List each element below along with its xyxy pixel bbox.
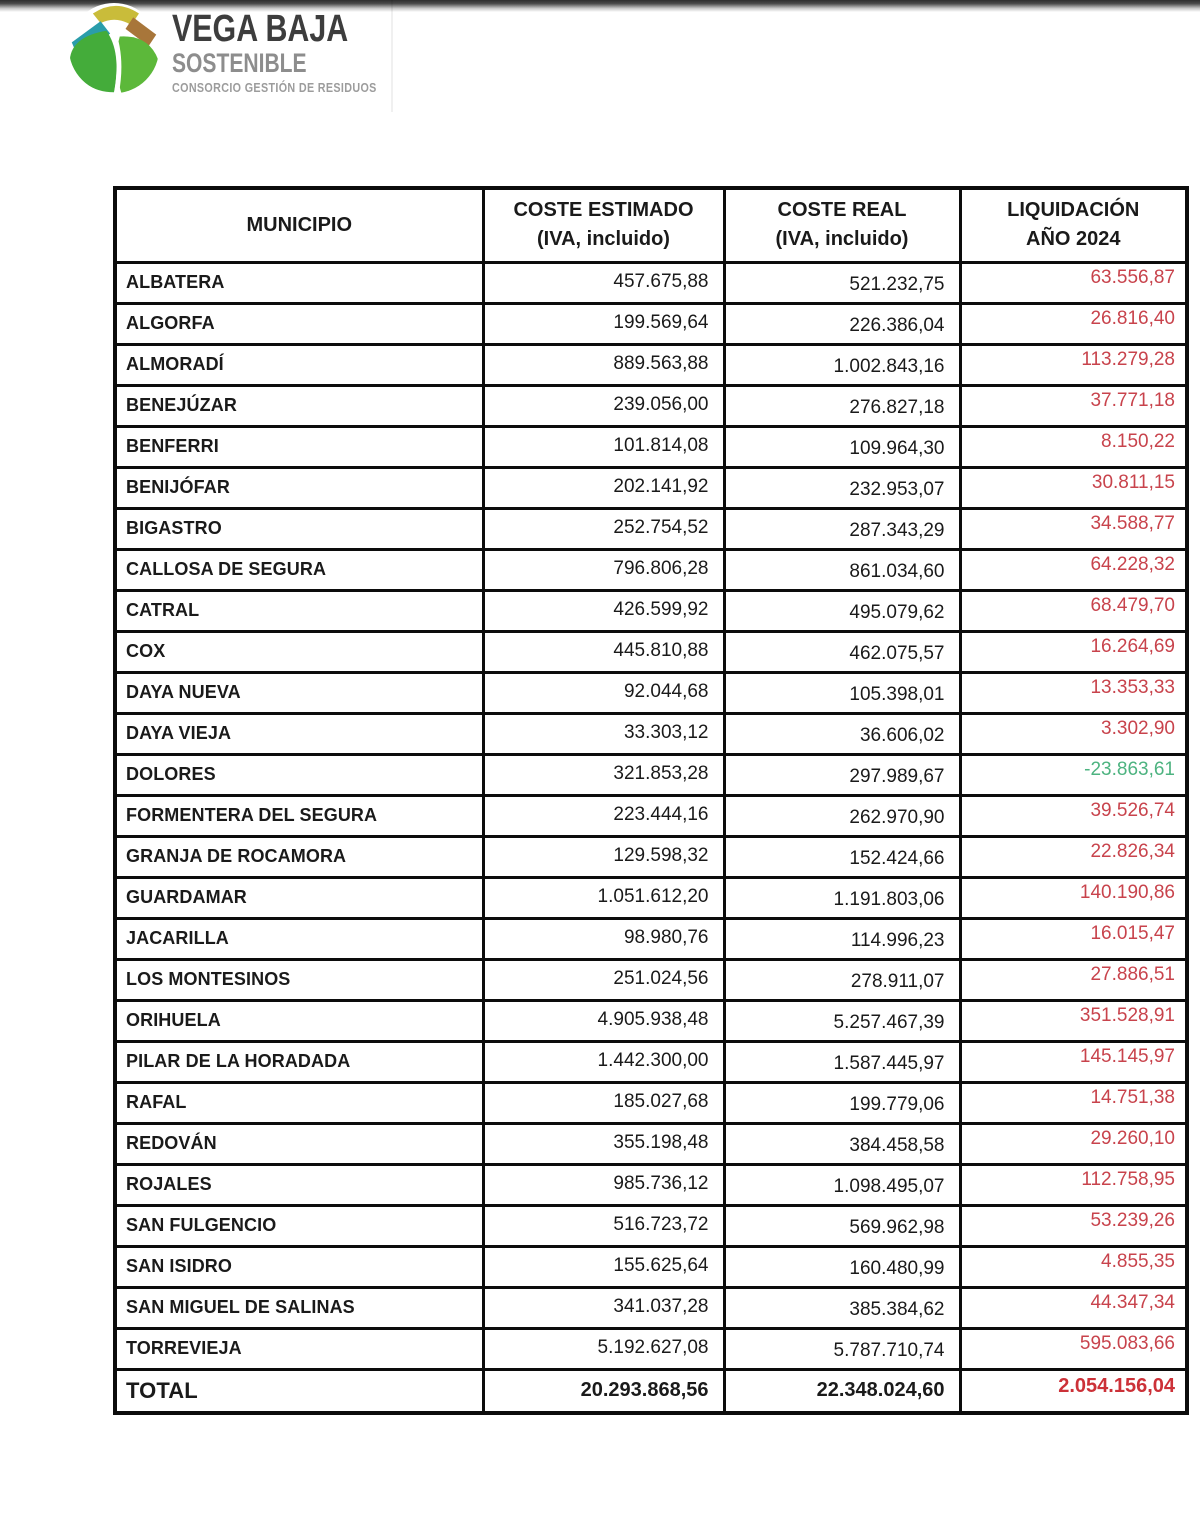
table-row: [115, 590, 1187, 631]
coste-real-cell: 1.191.803,06: [724, 877, 960, 918]
logo-title: VEGA BAJA: [172, 8, 349, 50]
table-row: [115, 549, 1187, 590]
coste-real-cell: 521.232,75: [724, 262, 960, 303]
table-row: [115, 1082, 1187, 1123]
municipio-cell: ALGORFA: [115, 303, 483, 344]
total-row: [115, 1369, 1187, 1413]
table-row: [115, 467, 1187, 508]
liquidacion-cell: 140.190,86: [960, 877, 1187, 918]
table-row: [115, 385, 1187, 426]
coste-estimado-cell: 341.037,28: [483, 1287, 724, 1328]
municipio-cell: BIGASTRO: [115, 508, 483, 549]
municipio-cell: ALBATERA: [115, 262, 483, 303]
liquidacion-cell: 30.811,15: [960, 467, 1187, 508]
coste-estimado-cell: 457.675,88: [483, 262, 724, 303]
municipio-cell: PILAR DE LA HORADADA: [115, 1041, 483, 1082]
coste-estimado-cell: 1.051.612,20: [483, 877, 724, 918]
liquidacion-cell: 16.264,69: [960, 631, 1187, 672]
coste-real-cell: 199.779,06: [724, 1082, 960, 1123]
liquidacion-cell: 29.260,10: [960, 1123, 1187, 1164]
coste-estimado-cell: 98.980,76: [483, 918, 724, 959]
municipio-cell: SAN MIGUEL DE SALINAS: [115, 1287, 483, 1328]
liquidacion-cell: 16.015,47: [960, 918, 1187, 959]
header-coste-estimado: [483, 188, 724, 262]
municipio-cell: DOLORES: [115, 754, 483, 795]
table-row: [115, 1287, 1187, 1328]
coste-estimado-cell: 251.024,56: [483, 959, 724, 1000]
liquidacion-cell: 113.279,28: [960, 344, 1187, 385]
coste-real-cell: 109.964,30: [724, 426, 960, 467]
table-row: [115, 918, 1187, 959]
table-row: [115, 959, 1187, 1000]
liquidacion-cell: 14.751,38: [960, 1082, 1187, 1123]
liquidacion-cell: 145.145,97: [960, 1041, 1187, 1082]
coste-real-cell: 1.098.495,07: [724, 1164, 960, 1205]
table-row: [115, 1123, 1187, 1164]
table-row: [115, 303, 1187, 344]
header-real-line1: COSTE REAL: [777, 199, 907, 222]
liquidacion-cell: 63.556,87: [960, 262, 1187, 303]
coste-real-cell: 105.398,01: [724, 672, 960, 713]
coste-real-cell: 160.480,99: [724, 1246, 960, 1287]
municipio-cell: GRANJA DE ROCAMORA: [115, 836, 483, 877]
coste-real-cell: 287.343,29: [724, 508, 960, 549]
coste-estimado-cell: 202.141,92: [483, 467, 724, 508]
table-row: [115, 344, 1187, 385]
header-municipio-label: MUNICIPIO: [246, 213, 353, 236]
header-liquidacion-line2: AÑO 2024: [1026, 228, 1121, 251]
municipio-cell: DAYA VIEJA: [115, 713, 483, 754]
liquidacion-cell: 39.526,74: [960, 795, 1187, 836]
table-row: [115, 754, 1187, 795]
coste-real-cell: 297.989,67: [724, 754, 960, 795]
municipio-cell: ALMORADÍ: [115, 344, 483, 385]
municipio-cell: BENEJÚZAR: [115, 385, 483, 426]
logo: [64, 2, 410, 98]
liquidacion-cell: 64.228,32: [960, 549, 1187, 590]
municipio-cell: COX: [115, 631, 483, 672]
coste-estimado-cell: 796.806,28: [483, 549, 724, 590]
municipio-cell: BENIJÓFAR: [115, 467, 483, 508]
coste-real-cell: 36.606,02: [724, 713, 960, 754]
liquidacion-cell: 112.758,95: [960, 1164, 1187, 1205]
coste-real-cell: 385.384,62: [724, 1287, 960, 1328]
coste-estimado-cell: 4.905.938,48: [483, 1000, 724, 1041]
header-municipio: [115, 188, 483, 262]
municipio-cell: CALLOSA DE SEGURA: [115, 549, 483, 590]
header-real-line2: (IVA, incluido): [775, 228, 909, 251]
coste-estimado-cell: 33.303,12: [483, 713, 724, 754]
liquidacion-cell: 22.826,34: [960, 836, 1187, 877]
total-label: TOTAL: [115, 1369, 483, 1413]
coste-real-cell: 861.034,60: [724, 549, 960, 590]
coste-estimado-cell: 185.027,68: [483, 1082, 724, 1123]
total-real: 22.348.024,60: [724, 1369, 960, 1413]
coste-estimado-cell: 321.853,28: [483, 754, 724, 795]
liquidacion-cell: 37.771,18: [960, 385, 1187, 426]
logo-subtitle: SOSTENIBLE: [172, 48, 307, 78]
liquidacion-cell: 595.083,66: [960, 1328, 1187, 1369]
coste-estimado-cell: 252.754,52: [483, 508, 724, 549]
table-row: [115, 1000, 1187, 1041]
municipio-cell: DAYA NUEVA: [115, 672, 483, 713]
liquidacion-table: [113, 186, 1189, 1415]
table-row: [115, 262, 1187, 303]
table-row: [115, 426, 1187, 467]
coste-estimado-cell: 199.569,64: [483, 303, 724, 344]
coste-real-cell: 232.953,07: [724, 467, 960, 508]
municipio-cell: JACARILLA: [115, 918, 483, 959]
municipio-cell: FORMENTERA DEL SEGURA: [115, 795, 483, 836]
coste-estimado-cell: 985.736,12: [483, 1164, 724, 1205]
municipio-cell: REDOVÁN: [115, 1123, 483, 1164]
table-row: [115, 631, 1187, 672]
coste-real-cell: 5.257.467,39: [724, 1000, 960, 1041]
header-liquidacion: [960, 188, 1187, 262]
coste-real-cell: 276.827,18: [724, 385, 960, 426]
coste-real-cell: 495.079,62: [724, 590, 960, 631]
liquidacion-cell: 53.239,26: [960, 1205, 1187, 1246]
coste-real-cell: 114.996,23: [724, 918, 960, 959]
municipio-cell: TORREVIEJA: [115, 1328, 483, 1369]
liquidacion-cell: 26.816,40: [960, 303, 1187, 344]
header-row: [115, 188, 1187, 262]
coste-real-cell: 226.386,04: [724, 303, 960, 344]
vega-baja-logo-icon: [64, 2, 164, 98]
coste-real-cell: 152.424,66: [724, 836, 960, 877]
coste-estimado-cell: 92.044,68: [483, 672, 724, 713]
coste-estimado-cell: 426.599,92: [483, 590, 724, 631]
table-row: [115, 672, 1187, 713]
logo-tagline: CONSORCIO GESTIÓN DE RESIDUOS: [172, 81, 377, 96]
municipio-cell: BENFERRI: [115, 426, 483, 467]
liquidacion-cell: -23.863,61: [960, 754, 1187, 795]
coste-real-cell: 278.911,07: [724, 959, 960, 1000]
coste-estimado-cell: 223.444,16: [483, 795, 724, 836]
municipio-cell: CATRAL: [115, 590, 483, 631]
municipio-cell: LOS MONTESINOS: [115, 959, 483, 1000]
coste-real-cell: 1.587.445,97: [724, 1041, 960, 1082]
coste-estimado-cell: 239.056,00: [483, 385, 724, 426]
coste-estimado-cell: 155.625,64: [483, 1246, 724, 1287]
total-liquidacion: 2.054.156,04: [960, 1369, 1187, 1413]
table-row: [115, 1246, 1187, 1287]
municipio-cell: GUARDAMAR: [115, 877, 483, 918]
coste-estimado-cell: 1.442.300,00: [483, 1041, 724, 1082]
coste-real-cell: 569.962,98: [724, 1205, 960, 1246]
liquidacion-cell: 351.528,91: [960, 1000, 1187, 1041]
coste-real-cell: 384.458,58: [724, 1123, 960, 1164]
liquidacion-cell: 8.150,22: [960, 426, 1187, 467]
coste-estimado-cell: 5.192.627,08: [483, 1328, 724, 1369]
municipio-cell: ORIHUELA: [115, 1000, 483, 1041]
table-row: [115, 508, 1187, 549]
table-row: [115, 795, 1187, 836]
municipio-cell: ROJALES: [115, 1164, 483, 1205]
municipio-cell: SAN ISIDRO: [115, 1246, 483, 1287]
table-row: [115, 1205, 1187, 1246]
total-estimado: 20.293.868,56: [483, 1369, 724, 1413]
table-row: [115, 836, 1187, 877]
liquidacion-cell: 27.886,51: [960, 959, 1187, 1000]
header-estimado-line2: (IVA, incluido): [537, 228, 670, 251]
coste-estimado-cell: 101.814,08: [483, 426, 724, 467]
liquidacion-cell: 34.588,77: [960, 508, 1187, 549]
table-row: [115, 713, 1187, 754]
coste-estimado-cell: 445.810,88: [483, 631, 724, 672]
liquidacion-cell: 3.302,90: [960, 713, 1187, 754]
coste-real-cell: 462.075,57: [724, 631, 960, 672]
liquidacion-cell: 4.855,35: [960, 1246, 1187, 1287]
coste-real-cell: 262.970,90: [724, 795, 960, 836]
coste-real-cell: 1.002.843,16: [724, 344, 960, 385]
coste-estimado-cell: 355.198,48: [483, 1123, 724, 1164]
coste-real-cell: 5.787.710,74: [724, 1328, 960, 1369]
table-row: [115, 877, 1187, 918]
table-body: [115, 262, 1187, 1413]
coste-estimado-cell: 889.563,88: [483, 344, 724, 385]
municipio-cell: SAN FULGENCIO: [115, 1205, 483, 1246]
coste-estimado-cell: 516.723,72: [483, 1205, 724, 1246]
table-row: [115, 1164, 1187, 1205]
header-estimado-line1: COSTE ESTIMADO: [513, 199, 694, 222]
header-coste-real: [724, 188, 960, 262]
liquidacion-cell: 44.347,34: [960, 1287, 1187, 1328]
table-row: [115, 1041, 1187, 1082]
coste-estimado-cell: 129.598,32: [483, 836, 724, 877]
liquidacion-cell: 68.479,70: [960, 590, 1187, 631]
liquidacion-cell: 13.353,33: [960, 672, 1187, 713]
table-row: [115, 1328, 1187, 1369]
municipio-cell: RAFAL: [115, 1082, 483, 1123]
header-liquidacion-line1: LIQUIDACIÓN: [1007, 199, 1140, 222]
